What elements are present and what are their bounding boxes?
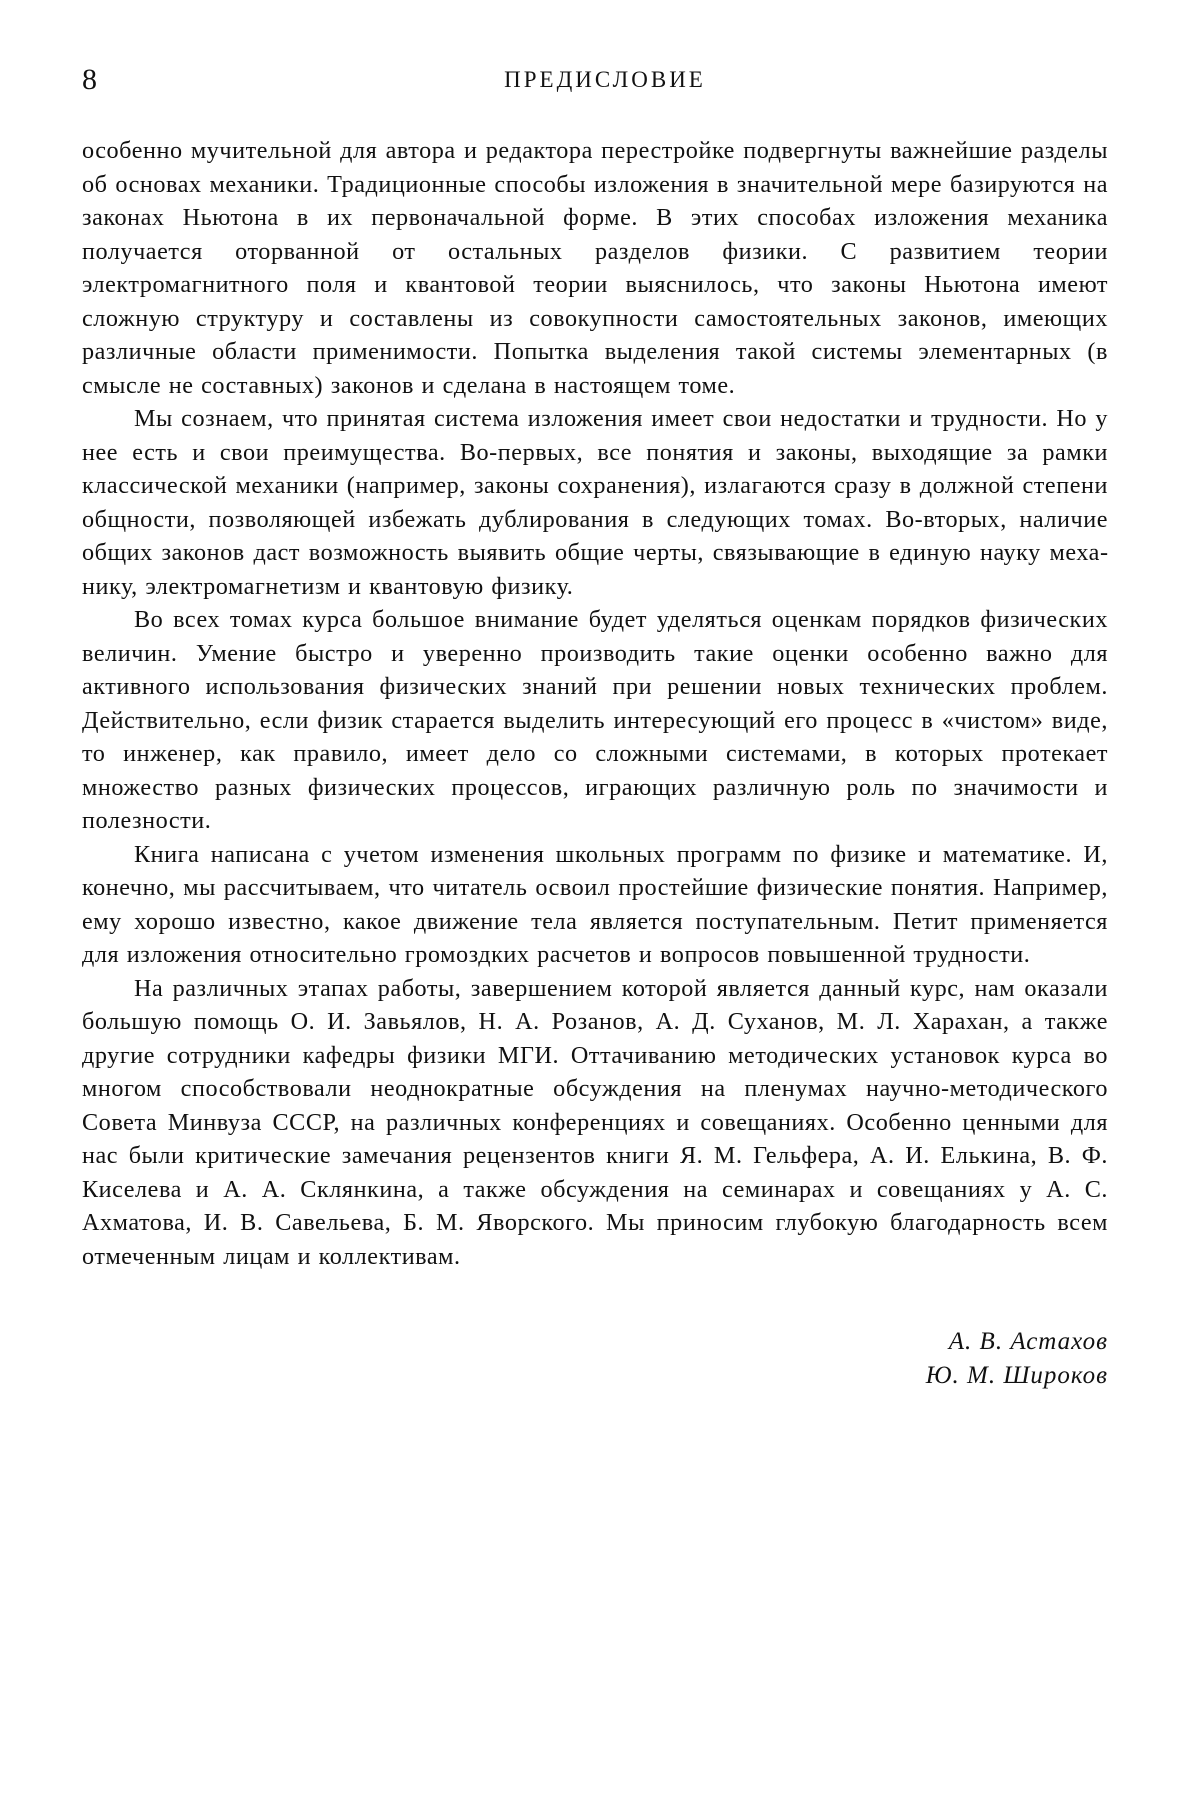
preface-body [82,134,1108,1273]
page-header [82,60,1108,100]
paragraph-acknowledgements: На различных этапах работы, завершением которой является данный курс, нам оказали большую помощь О. И. Завьялов, Н. А. Розанов, А. Д. Суханов, М. Л. Харахан, а также другие сотрудники кафедры физики МГИ. Оттачиванию методических установок курса во многом способствовали неоднократные обсуждения на пленумах научно-методического Совета Минвуза СССР, на различных конференциях и совещаниях. Особенно ценными для нас были критические замечания рецензентов книги Я. М. Гельфера, А. И. Елькина, В. Ф. Киселева и А. А. Склянкина, а также обсуждения на семинарах и совещаниях у А. С. Ахматова, И. В. Савельева, Б. М. Яворского. Мы приносим глубокую благодарность всем отмеченным лицам и коллективам. [82,974,1108,1270]
paragraph-order-of-magnitude: Во всех томах курса большое внимание будет уделяться оценкам порядков физических величин. Умение быстро и уверенно производить такие оценки особенно важно для активного использования физических знаний при решении новых технических проблем. Действительно, если физик старается выделить интересующий его процесс в «чистом» виде, то инженер, как правило, имеет дело со сложными системами, в которых протекает множество разных физических процессов, играющих различную роль по значимости и полезности. [82,606,1108,834]
book-page [82,60,1108,1393]
author-signature-shirokov: Ю. М. Широков [925,1362,1108,1389]
paragraph-continuation: особенно мучительной для автора и редактора перестройке подвергнуты важнейшие разделы об основах механики. Традиционные способы изложения в значительной мере базируются на законах Ньютона в их первоначальной форме. В этих способах изложения механика получается оторванной от остальных разделов физики. С развитием теории электромагнитного поля и квантовой теории выяснилось, что законы Ньютона имеют сложную структуру и составлены из совокупности самостоятельных законов, имеющих различные области применимости. Попытка выделения такой системы элементарных (в смысле не составных) законов и сделана в настоящем томе. [82,137,1108,399]
running-head: ПРЕДИСЛОВИЕ [504,67,706,92]
paragraph-school-programs: Книга написана с учетом изменения школьных программ по физике и математике. И, конечно, мы рассчитываем, что читатель освоил простейшие физические понятия. Например, ему хорошо известно, какое движение тела является поступательным. Петит применяется для изложения относительно громоздких расчетов и вопросов повышенной трудности. [82,840,1108,968]
author-signature-astakhov: А. В. Астахов [948,1328,1108,1355]
page-number: 8 [82,63,97,96]
paragraph-system-of-presentation: Мы сознаем, что принятая система изложения имеет свои недостатки и трудности. Но у нее есть и свои преимущества. Во-первых, все понятия и законы, выходящие за рамки классической механики (например, законы сохранения), излагаются сразу в должной степени общности, позволяющей избежать дублирования в следующих томах. Во-вторых, наличие общих законов даст возможность выявить общие черты, связывающие в единую науку механику, электромагнетизм и квантовую физику. [82,405,1108,600]
author-signatures [82,1325,1108,1393]
